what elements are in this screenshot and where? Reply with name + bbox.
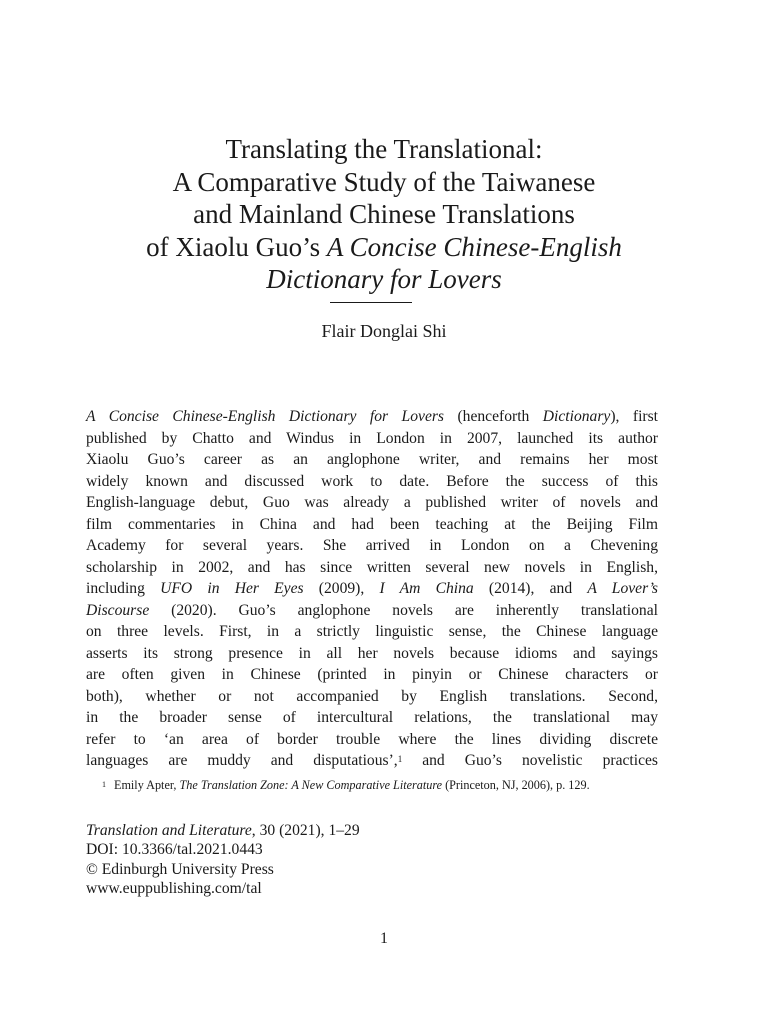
title-line-5 (60, 263, 708, 296)
italic-text: UFO in Her Eyes (160, 580, 304, 597)
text-run: asserts its strong presence in all her novels because idioms and sayings (86, 644, 658, 662)
title-line-5-italic: Dictionary for Lovers (266, 264, 502, 294)
text-run: are often given in Chinese (printed in pinyin or Chinese characters or (86, 666, 658, 683)
body-line (86, 664, 658, 686)
text-run: film commentaries in China and had been teaching at the Beijing Film (86, 515, 658, 533)
title-line-4-prefix: of Xiaolu Guo’s (146, 231, 327, 262)
footnote-book-title: The Translation Zone: A New Comparative Literature (179, 778, 443, 792)
title-divider (330, 302, 412, 303)
body-line (86, 428, 658, 450)
author-name: Flair Donglai Shi (321, 321, 447, 341)
text-run: widely known and discussed work to date. Before the success of this (86, 472, 658, 490)
body-line (86, 492, 658, 514)
body-line (86, 535, 658, 557)
body-line (86, 707, 658, 729)
body-line (86, 729, 658, 751)
text-run: English-language debut, Guo was already a published writer of novels and (86, 494, 658, 511)
text-run: refer to ‘an area of border trouble where the lines dividing discrete (86, 730, 658, 748)
copyright: © Edinburgh University Press (86, 860, 274, 878)
italic-text: Discourse (86, 601, 150, 619)
text-run: (2020). Guo’s anglophone novels are inherently translational (149, 601, 658, 619)
footnote-pre: Emily Apter, (114, 778, 180, 792)
body-line (86, 578, 658, 600)
body-line (86, 471, 658, 493)
footnote-post: (Princeton, NJ, 2006), p. 129. (442, 778, 590, 792)
page-number: 1 (380, 930, 388, 947)
title-line-4-italic: A Concise Chinese-English (326, 231, 622, 262)
journal-citation (86, 821, 486, 840)
body-line (86, 643, 658, 665)
text-run: ), first (610, 408, 659, 425)
body-line (86, 557, 658, 579)
italic-text: A Concise Chinese-English Dictionary for Lovers (86, 408, 445, 425)
publication-info (86, 821, 486, 898)
text-run: scholarship in 2002, and has since written several new novels in English, (86, 558, 658, 576)
journal-volume: , 30 (2021), 1–29 (251, 822, 360, 839)
body-line (86, 514, 658, 536)
footnote-ref[interactable]: 1 (397, 754, 403, 764)
footnote (102, 777, 662, 793)
body-line (86, 686, 658, 708)
body-line (86, 600, 658, 622)
body-line (86, 750, 658, 772)
text-run: in the broader sense of intercultural relations, the translational may (86, 709, 658, 726)
title-line-1: Translating the Translational: (225, 134, 543, 164)
text-run: languages are muddy and disputatious’, (86, 752, 398, 769)
text-run: including (86, 580, 161, 597)
text-run: both), whether or not accompanied by English translations. Second, (86, 687, 658, 705)
body-line (86, 406, 658, 428)
article-title (60, 133, 708, 296)
text-run: published by Chatto and Windus in London in 2007, launched its author (86, 429, 658, 447)
italic-text: I Am China (379, 580, 474, 597)
title-line-3: and Mainland Chinese Translations (193, 199, 575, 229)
body-line (86, 449, 658, 471)
body-paragraph (86, 406, 658, 772)
italic-text: A Lover’s (587, 580, 658, 597)
journal-url[interactable]: www.euppublishing.com/tal (86, 879, 262, 897)
text-run: Academy for several years. She arrived in London on a Chevening (86, 537, 658, 554)
journal-name: Translation and Literature (86, 822, 252, 839)
text-run: on three levels. First, in a strictly linguistic sense, the Chinese language (86, 623, 658, 640)
footnote-number: 1 (102, 780, 106, 789)
italic-text: Dictionary (542, 408, 611, 425)
body-line (86, 621, 658, 643)
text-run: and Guo’s novelistic practices (402, 752, 658, 769)
title-line-4 (60, 231, 708, 264)
text-run: (2014), and (473, 580, 588, 597)
text-run: Xiaolu Guo’s career as an anglophone writer, and remains her most (86, 451, 658, 468)
text-run: (2009), (303, 580, 380, 597)
doi: DOI: 10.3366/tal.2021.0443 (86, 841, 263, 859)
text-run: (henceforth (444, 408, 543, 425)
title-line-2: A Comparative Study of the Taiwanese (172, 166, 596, 197)
